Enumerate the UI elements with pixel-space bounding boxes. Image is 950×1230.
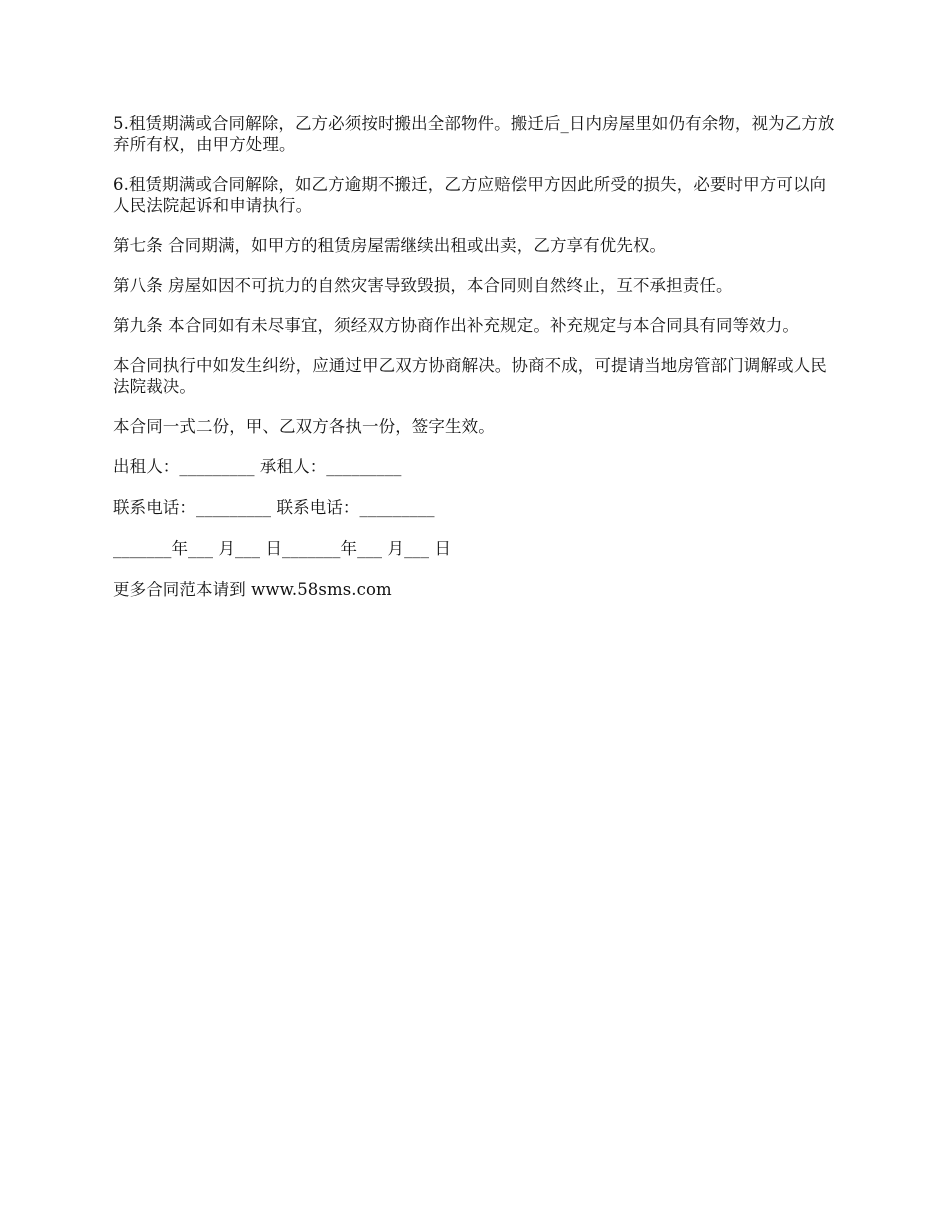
dispute-resolution-paragraph: 本合同执行中如发生纠纷，应通过甲乙双方协商解决。协商不成，可提请当地房管部门调解或人民法院裁决。	[113, 356, 827, 396]
article-7-paragraph: 第七条 合同期满，如甲方的租赁房屋需继续出租或出卖，乙方享有优先权。	[113, 236, 667, 255]
document-page	[113, 113, 840, 619]
clause-5-paragraph: 5.租赁期满或合同解除，乙方必须按时搬出全部物件。搬迁后_日内房屋里如仍有余物，视为乙方放弃所有权，由甲方处理。	[113, 114, 835, 154]
contact-phone-line: 联系电话：_________ 联系电话：_________	[113, 498, 435, 517]
article-9-paragraph: 第九条 本合同如有未尽事宜，须经双方协商作出补充规定。补充规定与本合同具有同等效力。	[113, 316, 799, 335]
clause-6-paragraph: 6.租赁期满或合同解除，如乙方逾期不搬迁，乙方应赔偿甲方因此所受的损失，必要时甲方可以向人民法院起诉和申请执行。	[113, 175, 827, 215]
footer-note: 更多合同范本请到 www.58sms.com	[113, 580, 392, 599]
article-8-paragraph: 第八条 房屋如因不可抗力的自然灾害导致毁损，本合同则自然终止，互不承担责任。	[113, 276, 733, 295]
signature-parties-line: 出租人：_________ 承租人：_________	[113, 457, 402, 476]
copies-paragraph: 本合同一式二份，甲、乙双方各执一份，签字生效。	[113, 417, 495, 436]
date-line: _______年___ 月___ 日_______年___ 月___ 日	[113, 539, 452, 558]
